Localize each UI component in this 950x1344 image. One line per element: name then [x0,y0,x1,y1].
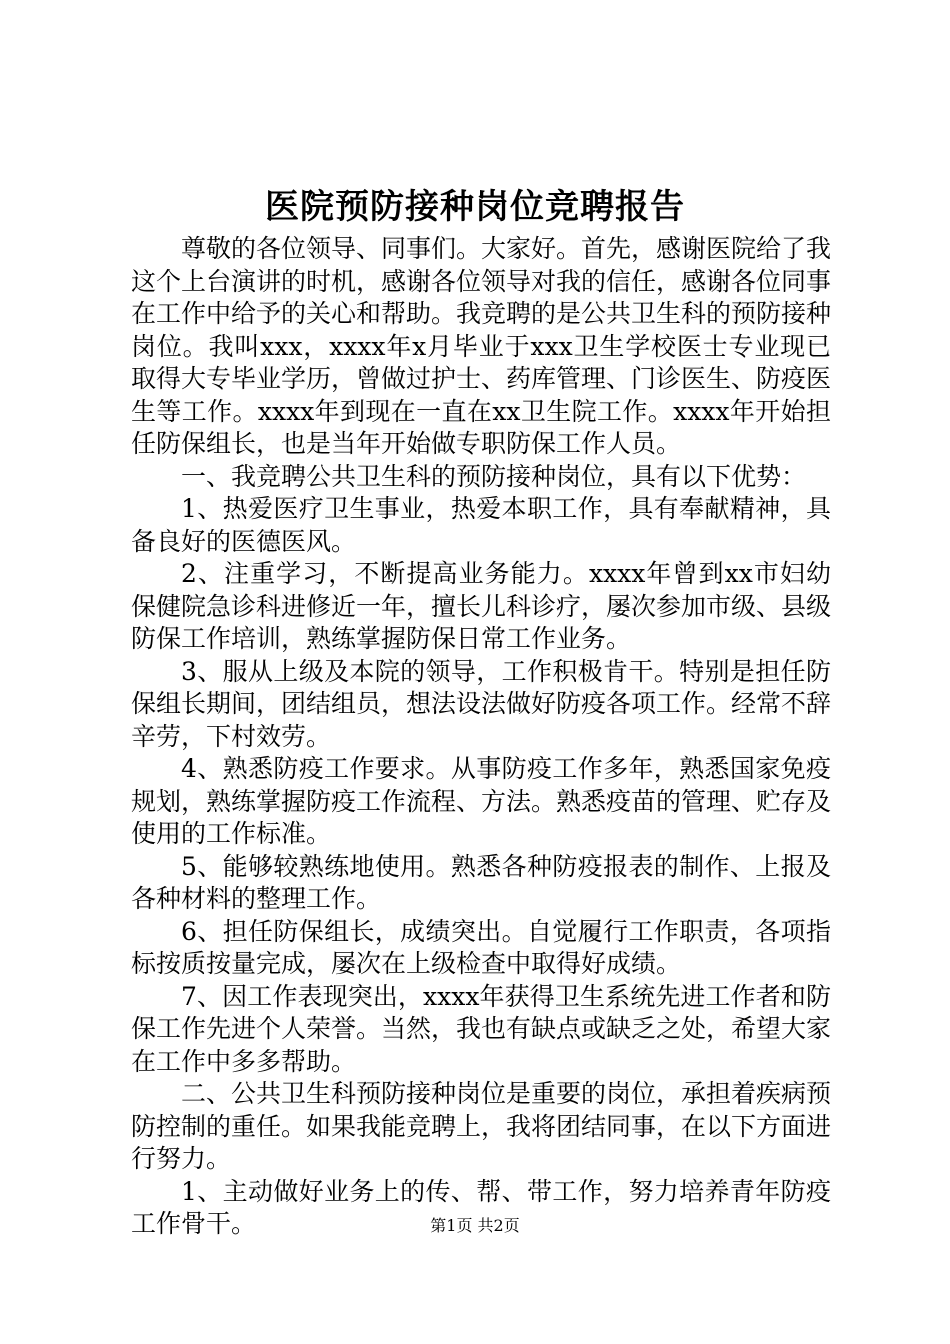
paragraph-advantage-5: 5、能够较熟练地使用。熟悉各种防疫报表的制作、上报及各种材料的整理工作。 [131,851,831,913]
paragraph-advantage-2: 2、注重学习，不断提高业务能力。xxxx年曾到xx市妇幼保健院急诊科进修近一年，擅长儿科诊疗，屡次参加市级、县级防保工作培训，熟练掌握防保日常工作业务。 [131,559,832,653]
paragraph-advantage-4: 4、熟悉防疫工作要求。从事防疫工作多年，熟悉国家免疫规划，熟练掌握防疫工作流程、方法。熟悉疫苗的管理、贮存及使用的工作标准。 [131,754,832,848]
page-number-footer: 第1页 共2页 [430,1216,520,1235]
paragraph-advantage-1: 1、热爱医疗卫生事业，热爱本职工作，具有奉献精神，具备良好的医德医风。 [131,494,831,556]
paragraph-advantage-3: 3、服从上级及本院的领导，工作积极肯干。特别是担任防保组长期间，团结组员，想法设法做好防疫各项工作。经常不辞辛劳，下村效劳。 [131,656,832,751]
document-body [131,233,831,1241]
paragraph-advantage-6: 6、担任防保组长，成绩突出。自觉履行工作职责，各项指标按质按量完成，屡次在上级检查中取得好成绩。 [131,916,831,978]
paragraph-advantage-7: 7、因工作表现突出，xxxx年获得卫生系统先进工作者和防保工作先进个人荣誉。当然，我也有缺点或缺乏之处，希望大家在工作中多多帮助。 [131,981,832,1076]
paragraph-section-one-heading: 一、我竞聘公共卫生科的预防接种岗位，具有以下优势： [181,461,807,491]
paragraph-section-two-heading: 二、公共卫生科预防接种岗位是重要的岗位，承担着疾病预防控制的重任。如果我能竞聘上，我将团结同事，在以下方面进行努力。 [131,1079,832,1173]
document-title: 医院预防接种岗位竞聘报告 [265,187,685,227]
paragraph-plan-1: 1、主动做好业务上的传、帮、带工作，努力培养青年防疫工作骨干。 [131,1176,831,1238]
paragraph-greeting: 尊敬的各位领导、同事们。大家好。首先，感谢医院给了我这个上台演讲的时机，感谢各位领导对我的信任，感谢各位同事在工作中给予的关心和帮助。我竞聘的是公共卫生科的预防接种岗位。我叫xxx，xxxx年x月毕业于xxx卫生学校医士专业现已取得大专毕业学历，曾做过护士、药库管理、门诊医生、防疫医生等工作。xxxx年到现在一直在xx卫生院工作。xxxx年开始担任防保组长，也是当年开始做专职防保工作人员。 [131,234,832,458]
